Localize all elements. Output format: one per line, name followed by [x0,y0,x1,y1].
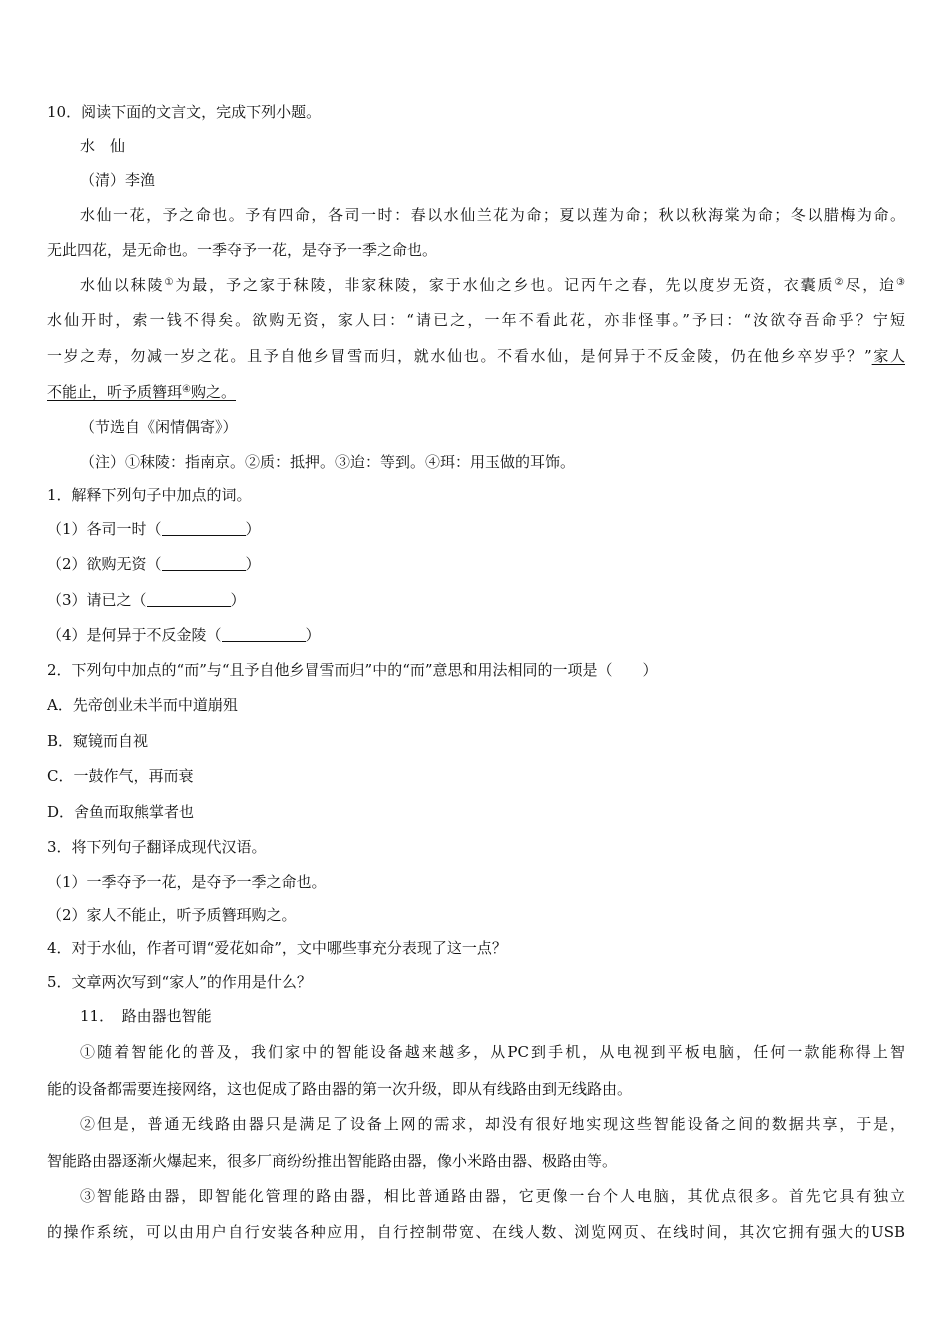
sub3-sentence-2: （2）家人不能止，听予质簪珥购之。 [47,906,297,924]
sub2-option-a[interactable]: A．先帝创业未半而中道崩殂 [47,696,238,714]
q11-p3-line1: ③智能路由器，即智能化管理的路由器，相比普通路由器，它更像一台个人电脑，其优点很多。首先它具有独立 [80,1187,905,1205]
passage-p1-line1: 水仙一花，予之命也。予有四命，各司一时：春以水仙兰花为命；夏以莲为命；秋以秋海棠为命；冬以腊梅为命。 [80,206,905,224]
passage-p2-line1: 水仙以秣陵①为最，予之家于秣陵，非家秣陵，家于水仙之乡也。记丙午之春，先以度岁无资，衣囊质②尽，迨③ [80,276,905,294]
answer-blank-2[interactable] [162,556,246,571]
answer-blank-1[interactable] [162,521,246,536]
sub1-item-2: （2）欲购无资（ ） [47,555,261,573]
answer-blank-4[interactable] [222,627,306,642]
footnote-ref-1: ① [164,277,176,288]
sub2-option-d[interactable]: D．舍鱼而取熊掌者也 [47,803,195,821]
q10-intro: 10．阅读下面的文言文，完成下列小题。 [47,103,322,121]
answer-blank-3[interactable] [147,592,231,607]
passage-p2-line4-underlined: 不能止，听予质簪珥④购之。 [47,383,236,401]
passage-p1-line2: 无此四花，是无命也。一季夺予一花，是夺予一季之命也。 [47,241,438,259]
q11-p1-line1: ①随着智能化的普及，我们家中的智能设备越来越多，从PC到手机，从电视到平板电脑，任何一款能称得上智 [80,1043,905,1061]
footnote-ref-3: ③ [896,277,905,288]
poem-title: 水 仙 [80,137,126,155]
sub1-item-3: （3）请已之（ ） [47,591,246,609]
sub3-question: 3．将下列句子翻译成现代汉语。 [47,838,267,856]
sub1-item-1: （1）各司一时（ ） [47,520,261,538]
sub1-question: 1．解释下列句子中加点的词。 [47,486,252,504]
sub4-question: 4．对于水仙，作者可谓“爱花如命”，文中哪些事充分表现了这一点？ [47,939,507,957]
sub3-sentence-1: （1）一季夺予一花，是夺予一季之命也。 [47,873,327,891]
q11-title: 11． 路由器也智能 [80,1007,212,1025]
q11-p2-line1: ②但是，普通无线路由器只是满足了设备上网的需求，却没有很好地实现这些智能设备之间的数据共享，于是， [80,1115,905,1133]
underlined-text: 家人 [871,347,905,365]
q11-p3-line2: 的操作系统，可以由用户自行安装各种应用，自行控制带宽、在线人数、浏览网页、在线时间，其次它拥有强大的USB [47,1223,905,1241]
q11-p2-line2: 智能路由器逐渐火爆起来，很多厂商纷纷推出智能路由器，像小米路由器、极路由等。 [47,1152,618,1170]
sub2-option-c[interactable]: C．一鼓作气，再而衰 [47,767,194,785]
passage-p2-line3: 一岁之寿，勿减一岁之花。且予自他乡冒雪而归，就水仙也。不看水仙，是何异于不反金陵，仍在他乡卒岁乎？”家人 [47,347,905,365]
author-line: （清）李渔 [80,171,156,189]
q11-p1-line2: 能的设备都需要连接网络，这也促成了路由器的第一次升级，即从有线路由到无线路由。 [47,1080,633,1098]
passage-p2-line2: 水仙开时，索一钱不得矣。欲购无资，家人曰：“请已之，一年不看此花，亦非怪事。”予曰：“汝欲夺吾命乎？宁短 [47,311,905,329]
footnote-ref-2: ② [834,277,846,288]
sub5-question: 5．文章两次写到“家人”的作用是什么？ [47,973,312,991]
source-line: （节选自《闲情偶寄》） [80,418,238,436]
sub1-item-4: （4）是何异于不反金陵（ ） [47,626,321,644]
sub2-option-b[interactable]: B．窥镜而自视 [47,732,149,750]
notes-line: （注）①秣陵：指南京。②质：抵押。③迨：等到。④珥：用玉做的耳饰。 [80,453,576,471]
sub2-question: 2．下列句中加点的“而”与“且予自他乡冒雪而归”中的“而”意思和用法相同的一项是（ ） [47,661,658,679]
footnote-ref-4: ④ [182,384,191,395]
